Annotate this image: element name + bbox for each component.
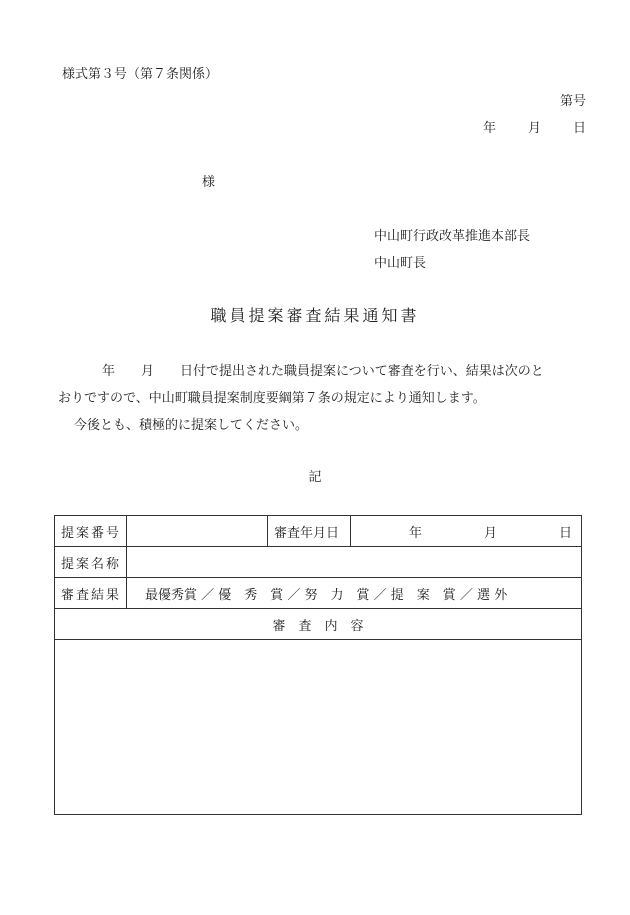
sender-department: 中山町行政改革推進本部長 [374,229,531,244]
table-row [55,609,582,640]
body-line: 今後とも、積極的に提案してください。 [74,418,309,433]
date-month: 月 [527,121,541,136]
proposal-name-value[interactable] [127,547,582,578]
date-year: 年 [482,121,496,136]
issue-date [483,117,586,136]
table-row [55,547,582,578]
proposal-number-label: 提案番号 [55,516,127,547]
table-row [55,578,582,609]
ki-marker: 記 [308,470,322,485]
result-table [54,515,582,815]
proposal-name-label: 提案名称 [55,547,127,578]
review-result-label: 審査結果 [55,578,127,609]
body-line: 年 月 日付で提出された職員提案について審査を行い、結果は次のと [102,364,544,379]
review-date-label: 審査年月日 [268,516,351,547]
review-content-label: 審 査 内 容 [55,609,582,640]
review-year: 年 [409,525,423,541]
body-line: おりですので、中山町職員提案制度要綱第７条の規定により通知します。 [58,391,486,406]
review-content-body[interactable] [55,640,582,815]
form-number: 様式第３号（第７条関係） [62,67,219,82]
table-row [55,516,582,547]
document-title: 職員提案審査結果通知書 [210,306,420,325]
review-day: 日 [559,525,573,541]
sender-mayor: 中山町長 [374,256,427,271]
table-row [55,640,582,815]
review-date-value[interactable] [351,516,582,547]
review-result-options[interactable]: 最優秀賞 ／ 優 秀 賞 ／ 努 力 賞 ／ 提 案 賞 ／ 選 外 [127,578,582,609]
proposal-number-value[interactable] [127,516,268,547]
review-month: 月 [484,525,498,541]
date-day: 日 [572,121,586,136]
document-number: 第号 [559,94,586,109]
body-text [58,358,588,439]
addressee-suffix: 様 [202,175,216,190]
